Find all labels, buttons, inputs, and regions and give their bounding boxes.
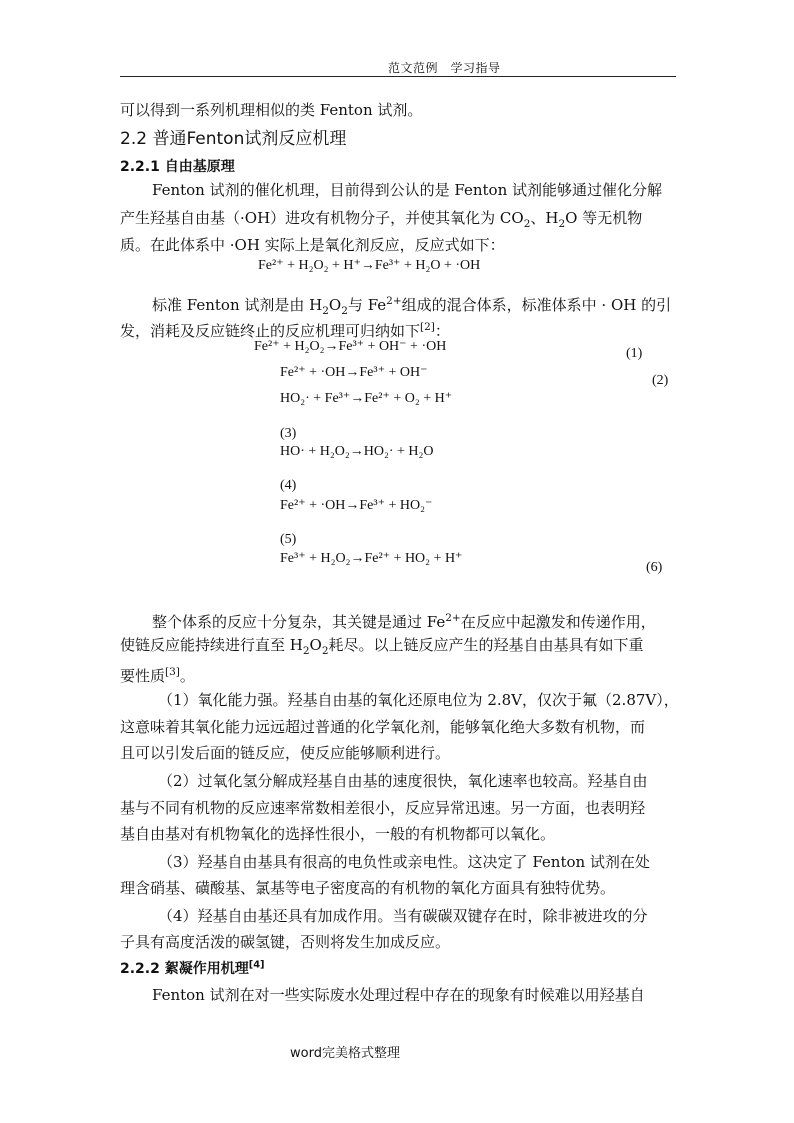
equation-number-1: (1) bbox=[626, 346, 643, 361]
citation-4: [4] bbox=[248, 959, 265, 971]
citation-3: [3] bbox=[165, 666, 180, 678]
property-2-line1: （2）过氧化氢分解成羟基自由基的速度很快，氧化速率也较高。羟基自由 bbox=[158, 772, 648, 790]
para3-line1: 整个体系的反应十分复杂，其关键是通过 $Fe^{2+}$在反应中起激发和传递作用， bbox=[152, 612, 656, 631]
para4-line1: Fenton 试剂在对一些实际废水处理过程中存在的现象有时候难以用羟基自 bbox=[152, 986, 645, 1004]
para3-line2: 使链反应能持续进行直至 $H_2O_2$耗尽。以上链反应产生的羟基自由基具有如下重 bbox=[120, 636, 644, 657]
para3-line3 bbox=[120, 660, 195, 688]
para3-line2-mid: O bbox=[309, 636, 322, 654]
page-footer: word完美格式整理 bbox=[290, 1046, 400, 1061]
property-1-line2: 这意味着其氧化能力远远超过普通的化学氧化剂，能够氧化绝大多数有机物，而 bbox=[120, 718, 646, 736]
equation-1: Fe²⁺ + H₂O₂→Fe³⁺ + OH⁻ + ·OH bbox=[254, 339, 447, 354]
para1-line2: 产生羟基自由基（·OH）进攻有机物分子，并使其氧化为 $CO_2$、$H_2O$ 等无机物 bbox=[120, 209, 643, 230]
para3-line1-end: 在反应中起激发和传递作用， bbox=[460, 613, 656, 631]
equation-3: HO₂· + Fe³⁺→Fe²⁺ + O₂ + H⁺ bbox=[280, 391, 453, 406]
property-1-line1: （1）氧化能力强。羟基自由基的氧化还原电位为 2.8V，仅次于氟（2.87V）， bbox=[158, 691, 679, 709]
para1-line2-end: O 等无机物 bbox=[565, 209, 643, 227]
para1-line1: Fenton 试剂的催化机理，目前得到公认的是 Fenton 试剂能够通过催化分解 bbox=[152, 181, 662, 199]
section-title: 2.2 普通Fenton试剂反应机理 bbox=[120, 129, 347, 149]
property-4-line1: （4）羟基自由基还具有加成作用。当有碳碳双键存在时，除非被进攻的分 bbox=[158, 907, 648, 925]
equation-number-3: (3) bbox=[280, 426, 297, 441]
para1-line2-text: 产生羟基自由基（·OH）进攻有机物分子，并使其氧化为 CO bbox=[120, 209, 524, 227]
para2-line1-end: 组成的混合体系，标准体系中 · OH 的引 bbox=[401, 296, 672, 314]
equation-6: Fe³⁺ + H₂O₂→Fe²⁺ + HO₂ + H⁺ bbox=[280, 551, 463, 566]
citation-2: [2] bbox=[420, 321, 435, 333]
property-3-line1: （3）羟基自由基具有很高的电负性或亲电性。这决定了 Fenton 试剂在处 bbox=[158, 853, 650, 871]
equation-number-5: (5) bbox=[280, 532, 297, 547]
intro-line: 可以得到一系列机理相似的类 Fenton 试剂。 bbox=[120, 101, 423, 119]
para2-line1: 标准 Fenton 试剂是由 $H_2O_2$与 $Fe^{2+}$组成的混合体系，标准体系中 · OH 的引 bbox=[152, 295, 672, 317]
para1-line3: 质。在此体系中 ·OH 实际上是氧化剂反应，反应式如下： bbox=[120, 236, 505, 254]
equation-number-4: (4) bbox=[280, 478, 297, 493]
para3-line2-text: 使链反应能持续进行直至 H bbox=[120, 636, 303, 654]
property-2-line3: 基自由基对有机物氧化的选择性很小，一般的有机物都可以氧化。 bbox=[120, 825, 556, 843]
para2-line1-fe: 与 Fe bbox=[347, 296, 387, 314]
subsection-title-1: 2.2.1 自由基原理 bbox=[120, 159, 235, 175]
para3-line3-text: 要性质 bbox=[120, 667, 166, 685]
para3-line2-end: 耗尽。以上链反应产生的羟基自由基具有如下重 bbox=[328, 636, 644, 654]
equation-number-6: (6) bbox=[646, 560, 663, 575]
equation-main: Fe²⁺ + H₂O₂ + H⁺→Fe³⁺ + H₂O + ·OH bbox=[258, 258, 481, 273]
equation-4: HO· + H₂O₂→HO₂· + H₂O bbox=[280, 444, 434, 459]
property-2-line2: 基与不同有机物的反应速率常数相差很小，反应异常迅速。另一方面，也表明羟 bbox=[120, 799, 646, 817]
header-rule bbox=[120, 76, 676, 77]
property-1-line3: 且可以引发后面的链反应，使反应能够顺利进行。 bbox=[120, 744, 451, 762]
equation-5: Fe²⁺ + ·OH→Fe³⁺ + HO₂⁻ bbox=[280, 498, 433, 513]
para3-line1-text: 整个体系的反应十分复杂，其关键是通过 Fe bbox=[152, 613, 446, 631]
equation-number-2: (2) bbox=[652, 373, 669, 388]
subsection-title-2-text: 2.2.2 絮凝作用机理 bbox=[120, 961, 249, 977]
equation-2: Fe²⁺ + ·OH→Fe³⁺ + OH⁻ bbox=[280, 365, 428, 380]
property-3-line2: 理含硝基、磺酸基、氯基等电子密度高的有机物的氧化方面具有独特优势。 bbox=[120, 879, 616, 897]
para2-line1-mid: O bbox=[328, 296, 342, 314]
para1-line2-mid: 、H bbox=[530, 209, 559, 227]
subsection-title-2 bbox=[120, 958, 265, 978]
page-header: 范文范例 学习指导 bbox=[388, 61, 501, 75]
para2-line1-text: 标准 Fenton 试剂是由 H bbox=[152, 296, 323, 314]
para3-line3-end: 。 bbox=[179, 667, 195, 685]
para2-line2-end: ： bbox=[434, 322, 450, 340]
para2-line2-text: 发，消耗及反应链终止的反应机理可归纳如下 bbox=[120, 322, 421, 340]
property-4-line2: 子具有高度活泼的碳氢键，否则将发生加成反应。 bbox=[120, 933, 451, 951]
